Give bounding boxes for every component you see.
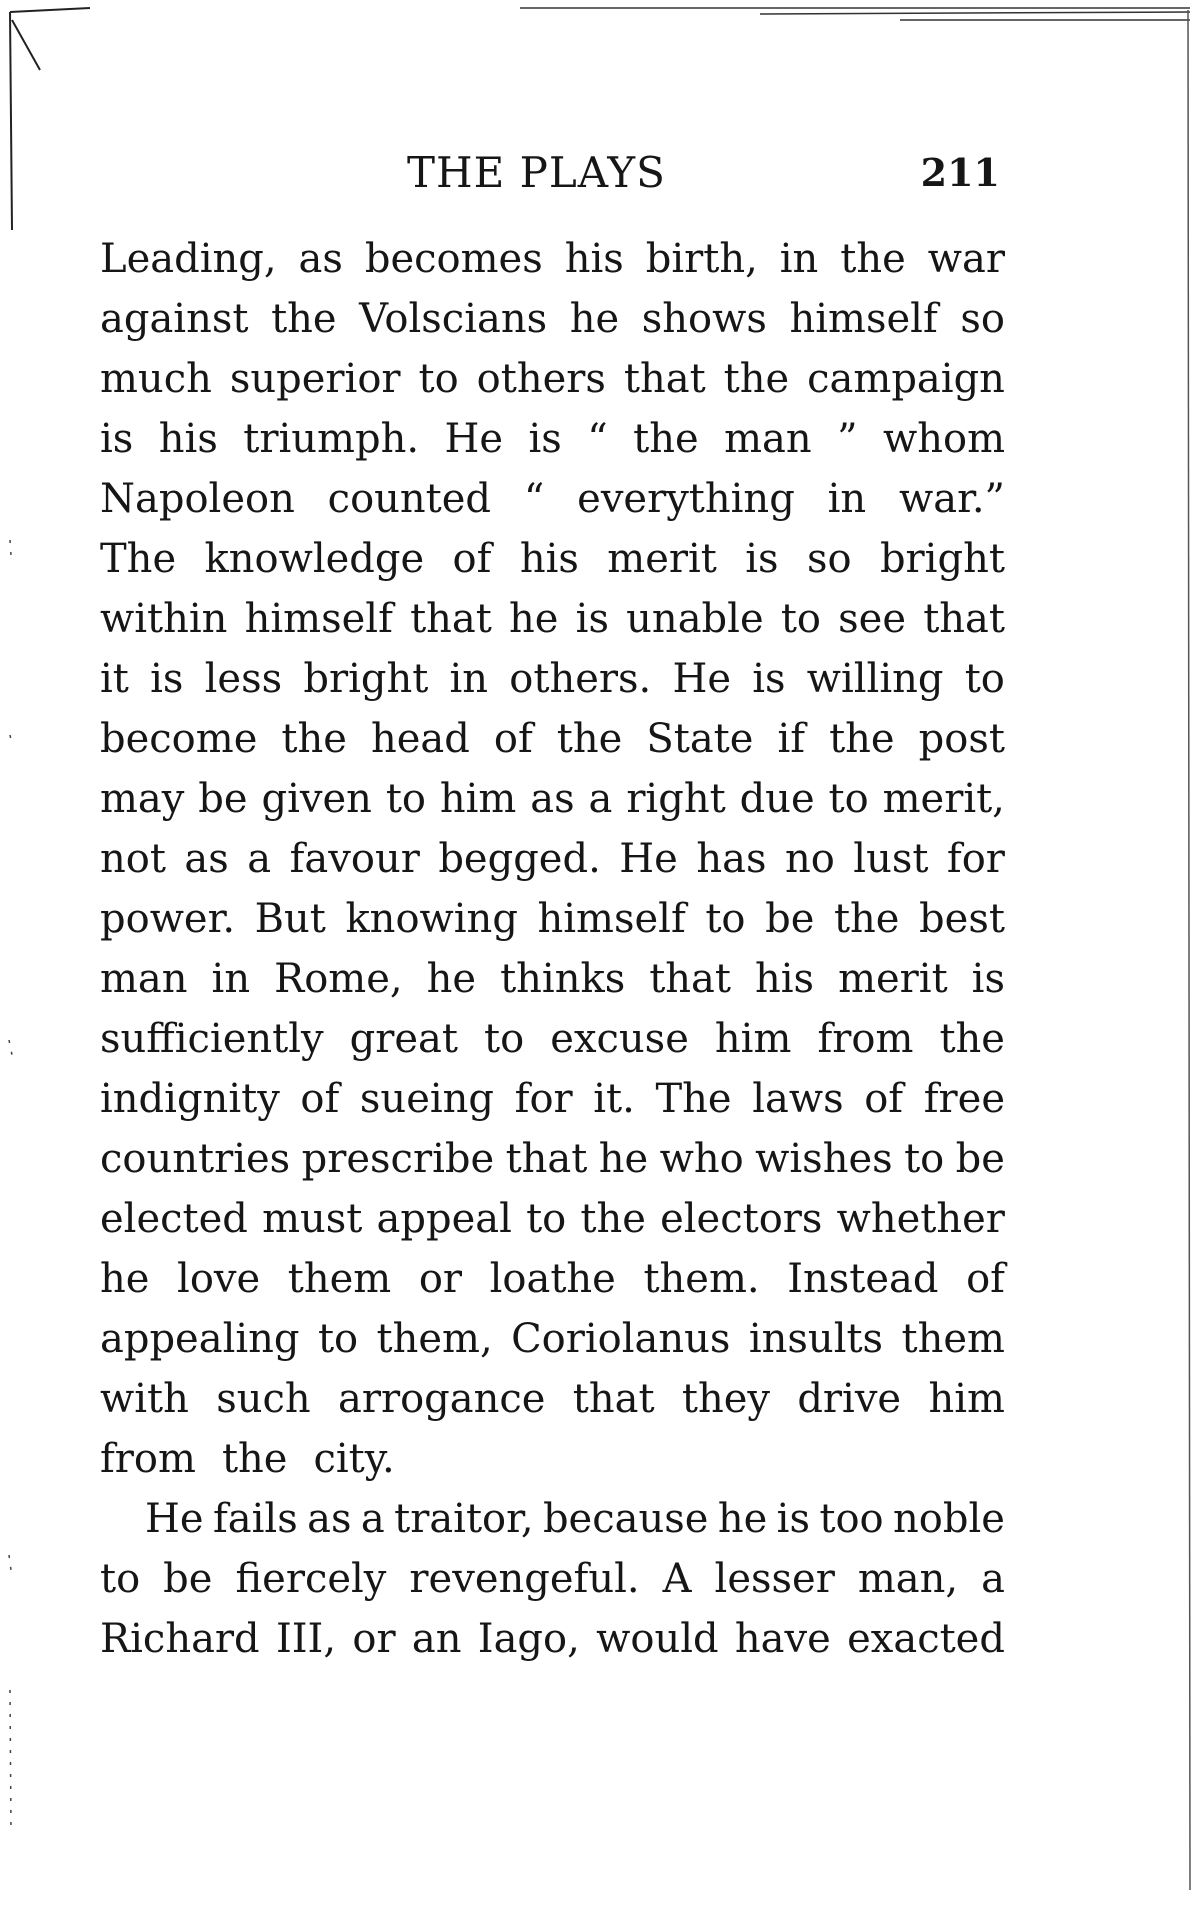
text-line: from the city. [100,1436,395,1482]
text-line: power. But knowing himself to be the best [100,896,1005,942]
text-line: with such arrogance that they drive him [100,1376,1005,1422]
paragraph [100,1489,1005,1669]
text-line: not as a favour begged. He has no lust for [100,836,1005,882]
text-line: Napoleon counted “ everything in war.” [100,476,1005,522]
text-line: elected must appeal to the electors whether [100,1196,1005,1242]
text-line: to be fiercely revengeful. A lesser man, a [100,1556,1005,1602]
text-line: against the Volscians he shows himself so [100,296,1005,342]
text-line: he love them or loathe them. Instead of [100,1256,1005,1302]
text-line: indignity of sueing for it. The laws of free [100,1076,1005,1122]
right-edge-mark [1188,10,1190,1890]
top-rule-mark [520,8,1190,20]
text-line: sufficiently great to excuse him from the [100,1016,1005,1062]
paragraph [100,229,1005,1489]
text-line: become the head of the State if the post [100,716,1005,762]
text-line: man in Rome, he thinks that his merit is [100,956,1005,1002]
corner-bracket-mark [10,8,90,230]
text-line: countries prescribe that he who wishes to be [100,1136,1005,1182]
running-title: THE PLAYS [407,148,666,197]
text-line: much superior to others that the campaign [100,356,1005,402]
left-margin-specks [9,540,12,1830]
text-line: may be given to him as a right due to merit, [100,776,1005,822]
page-number: 211 [920,150,1000,195]
body-text [100,229,1005,1669]
text-line: Richard III, or an Iago, would have exacted [100,1616,1005,1662]
text-line: appealing to them, Coriolanus insults them [100,1316,1005,1362]
text-line: The knowledge of his merit is so bright [100,536,1005,582]
text-line: it is less bright in others. He is willing to [100,656,1005,702]
text-line: is his triumph. He is “ the man ” whom [100,416,1005,462]
text-line: He fails as a traitor, because he is too noble [145,1496,1005,1542]
text-line: within himself that he is unable to see that [100,596,1005,642]
page-header [100,143,1000,203]
text-line: Leading, as becomes his birth, in the war [100,236,1005,282]
